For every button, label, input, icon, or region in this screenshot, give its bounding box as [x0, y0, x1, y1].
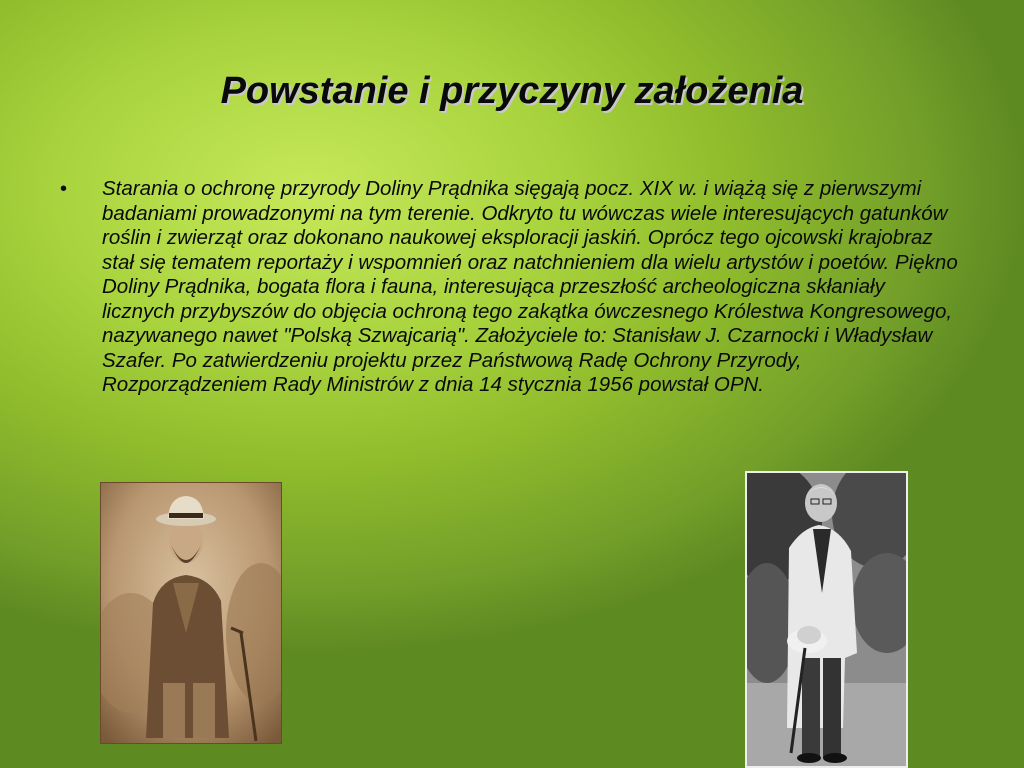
bullet-text: Starania o ochronę przyrody Doliny Prądnika sięgają pocz. XIX w. i wiążą się z pierwszymi badaniami prowadzonymi na tym terenie. Odkryto tu wówczas wiele interesujących gatunków roślin i zwierząt oraz dokonano naukowej eksploracji jaskiń. Oprócz tego ojcowski krajobraz stał się tematem reportaży i wspomnień oraz natchnieniem dla wielu artystów i poetów. Piękno Doliny Prądnika, bogata flora i fauna, interesująca przeszłość archeologiczna skłaniały licznych przybyszów do objęcia ochroną tego zakątka ówczesnego Królestwa Kongresowego, nazywanego nawet "Polską Szwajcarią". Założyciele to: Stanisław J. Czarnocki i Władysław Szafer. Po zatwierdzeniu projektu przez Państwową Radę Ochrony Przyrody, Rozporządzeniem Rady Ministrów z dnia 14 stycznia 1956 powstał OPN. [102, 177, 958, 396]
slide-content [60, 177, 960, 398]
slide-title: Powstanie i przyczyny założenia [220, 70, 804, 112]
portrait-photo-left [101, 483, 281, 743]
sepia-portrait-image [101, 483, 281, 743]
bullet-marker: • [60, 178, 68, 200]
bullet-item [60, 177, 960, 398]
bw-portrait-image [747, 473, 906, 766]
portrait-photo-right [745, 471, 908, 768]
